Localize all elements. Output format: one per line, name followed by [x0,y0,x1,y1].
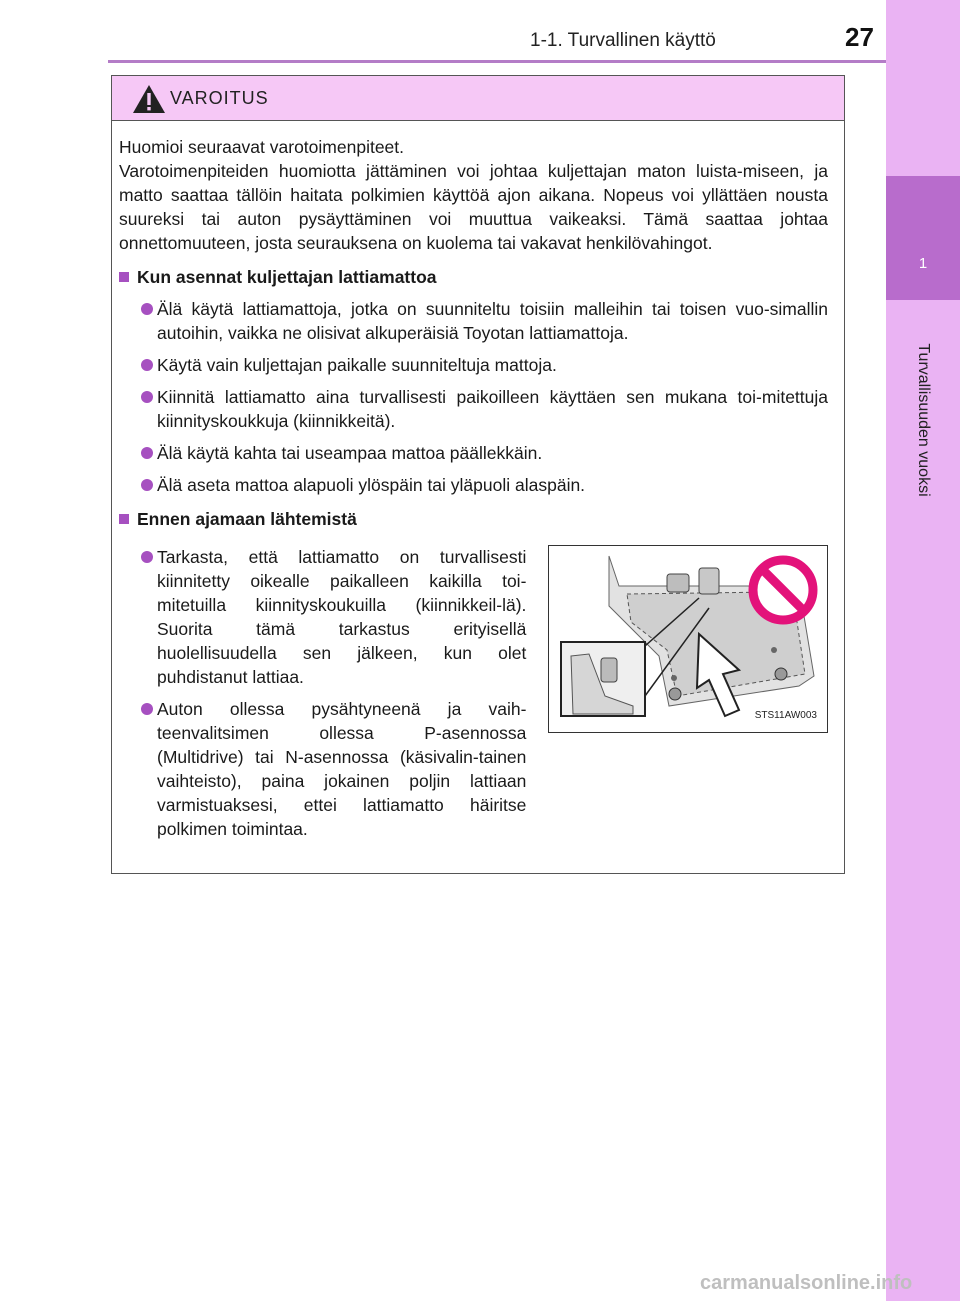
section-heading [119,265,828,289]
two-column-block [119,537,828,841]
list-item [119,441,828,465]
bullet-icon [141,551,153,563]
side-tab [886,0,960,1301]
page-number: 27 [845,22,874,52]
list-item [119,545,526,689]
page-header [0,0,886,62]
section-heading-text: Ennen ajamaan lähtemistä [137,509,357,529]
square-bullet-icon [119,272,129,282]
bullet-icon [141,703,153,715]
chapter-label: Turvallisuuden vuoksi [915,343,932,497]
bullet-icon [141,391,153,403]
section-title: 1-1. Turvallinen käyttö [530,30,716,51]
warning-box [111,75,845,874]
list-item [119,353,828,377]
chapter-tab [886,176,960,300]
list-item [119,697,526,841]
warning-body [112,121,844,841]
list-item-text: Auton ollessa pysähtyneenä ja vaih-teenvalitsimen ollessa P-asennossa (Multidrive) tai N-asennossa (käsivalin-tainen vaihteisto), paina jokainen poljin lattiaan varmistuaksesi, ettei lattiamatto häiritse polkimen toimintaa. [157,699,527,839]
header-rule [108,60,886,63]
list-item-text: Älä aseta mattoa alapuoli ylöspäin tai yläpuoli alaspäin. [157,475,586,495]
list-item [119,297,828,345]
floor-mat-illustration [548,545,828,733]
warning-header [112,76,844,121]
warning-triangle-icon [132,84,166,114]
section-heading-text: Kun asennat kuljettajan lattiamattoa [137,267,437,287]
bullet-icon [141,479,153,491]
square-bullet-icon [119,514,129,524]
bullet-icon [141,447,153,459]
intro-paragraph: Varotoimenpiteiden huomiotta jättäminen voi johtaa kuljettajan maton luista-miseen, ja matto saattaa tällöin haitata polkimien käyttöä ajon aikana. Nopeus voi yllättäen nousta suureksi tai auton pysäyttäminen voi muuttua vaikeaksi. Tämä saattaa johtaa onnettomuuteen, josta seurauksena on kuolema tai vakavat henkilövahingot. [119,161,828,253]
list-item-text: Älä käytä lattiamattoja, jotka on suunniteltu toisiin malleihin tai toisen vuo-simallin autoihin, vaikka ne olisivat alkuperäisiä Toyotan lattiamattoja. [157,299,828,343]
intro-line: Huomioi seuraavat varotoimenpiteet. [119,137,405,157]
chapter-number: 1 [918,255,928,272]
list-item-text: Kiinnitä lattiamatto aina turvallisesti paikoilleen käyttäen sen mukana toi-mitettuja kiinnityskoukkuja (kiinnikkeitä). [157,387,828,431]
bullet-icon [141,303,153,315]
bullet-icon [141,359,153,371]
watermark: carmanualsonline.info [700,1272,913,1294]
figure-code: STS11AW003 [754,710,817,721]
list-item [119,473,828,497]
section-heading [119,507,828,531]
list-item-text: Tarkasta, että lattiamatto on turvallisesti kiinnitetty oikealle paikalleen kaikilla toi-mitetuilla kiinnityskoukuilla (kiinnikkeil-lä). Suorita tämä tarkastus erityisellä huolellisuudella sen jälkeen, kun olet puhdistanut lattiaa. [157,547,527,687]
list-item [119,385,828,433]
warning-title: VAROITUS [170,88,269,108]
list-item-text: Käytä vain kuljettajan paikalle suunniteltuja mattoja. [157,355,557,375]
list-item-text: Älä käytä kahta tai useampaa mattoa päällekkäin. [157,443,543,463]
left-column [119,537,526,841]
